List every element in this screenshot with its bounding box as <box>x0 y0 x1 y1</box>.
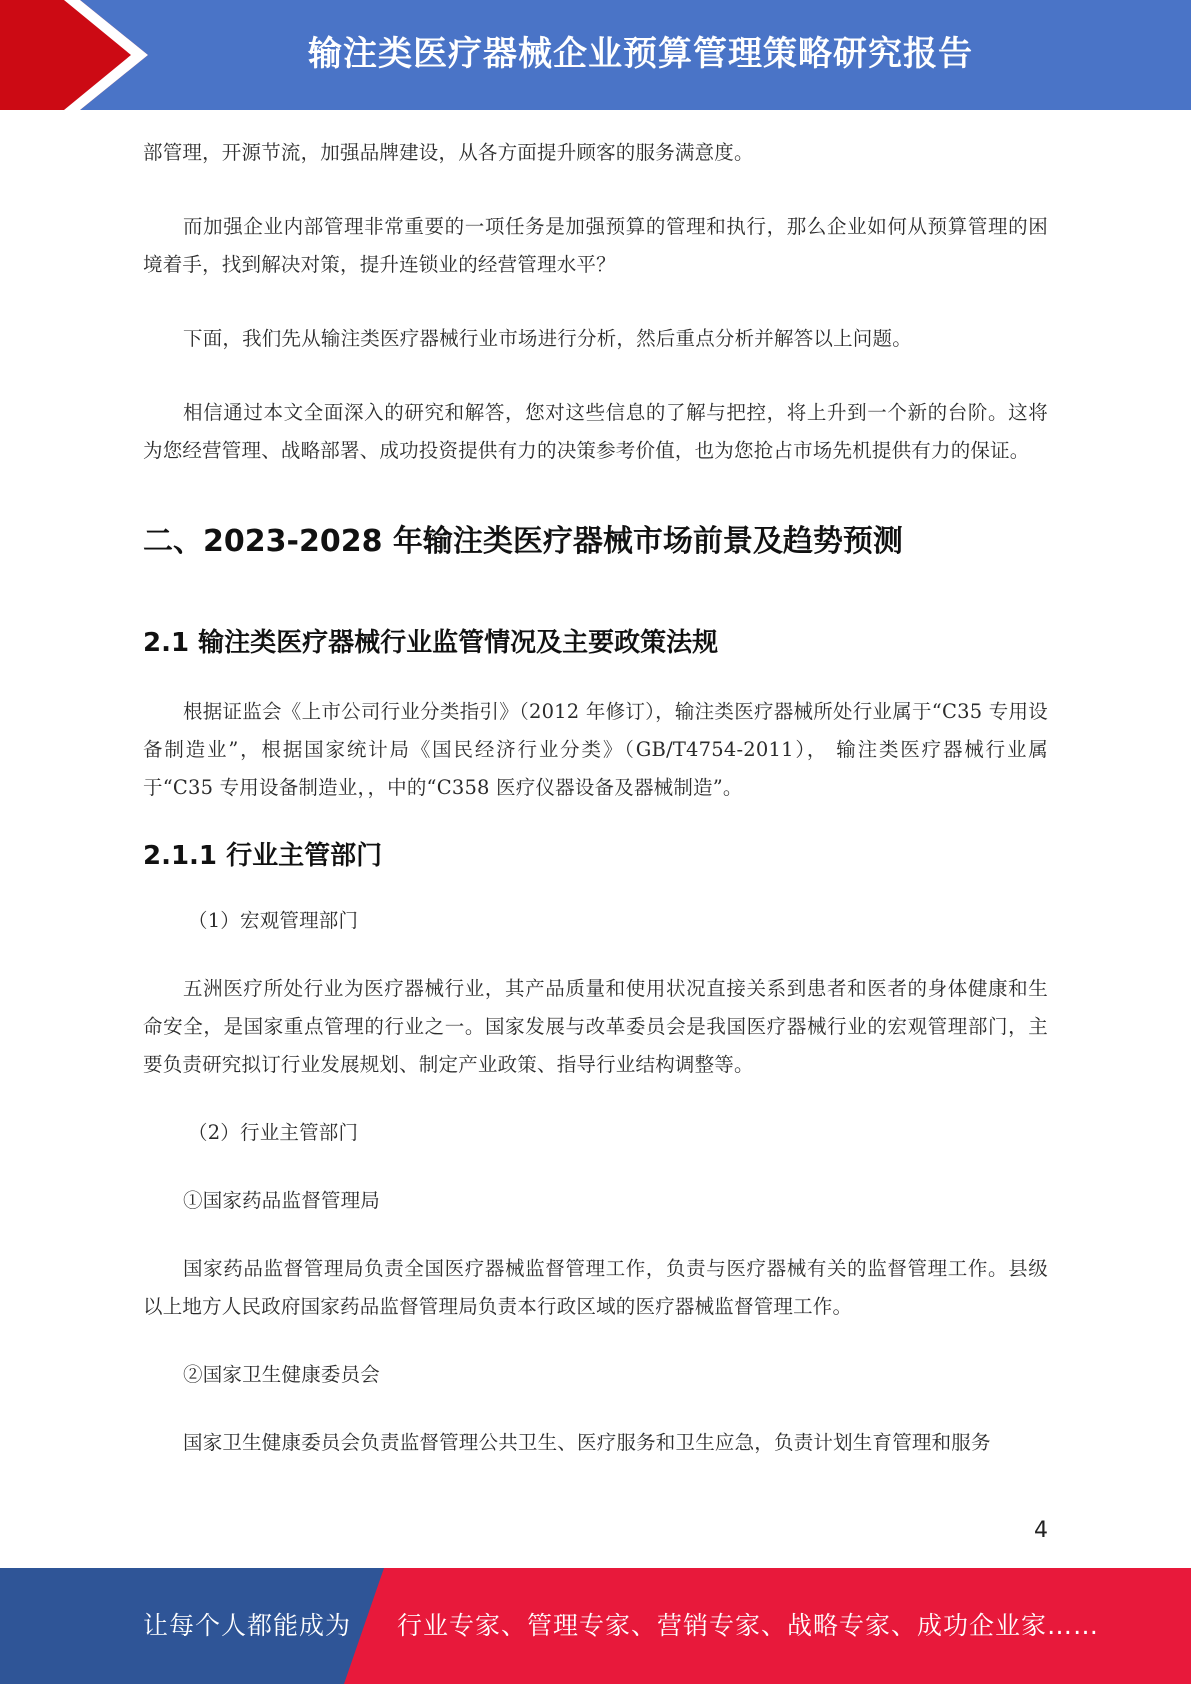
page-number: 4 <box>1034 1518 1048 1543</box>
footer-slogan-right: 行业专家、管理专家、营销专家、战略专家、成功企业家…… <box>397 1611 1100 1640</box>
intro-paragraph-4: 相信通过本文全面深入的研究和解答，您对这些信息的了解与把控，将上升到一个新的台阶。这将为您经营管理、战略部署、成功投资提供有力的决策参考价值，也为您抢占市场先机提供有力的保证。 <box>143 401 1048 462</box>
subsection-paragraph: 根据证监会《上市公司行业分类指引》（2012 年修订），输注类医疗器械所处行业属于“C35 专用设备制造业”，根据国家统计局《国民经济行业分类》（GB/T4754-2011）， 输注类医疗器械行业属于“C35 专用设备制造业，，中的“C358 医疗仪器设备及器械制造”。 <box>143 700 1048 799</box>
page-footer <box>0 1568 1191 1684</box>
item2-label: （2）行业主管部门 <box>188 1121 359 1144</box>
page-header <box>0 0 1191 110</box>
subsection-heading: 2.1 输注类医疗器械行业监管情况及主要政策法规 <box>143 628 719 658</box>
document-body <box>143 130 1048 1462</box>
intro-paragraph-2: 而加强企业内部管理非常重要的一项任务是加强预算的管理和执行，那么企业如何从预算管理的困境着手，找到解决对策，提升连锁业的经营管理水平？ <box>143 215 1048 276</box>
intro-paragraph-3: 下面，我们先从输注类医疗器械行业市场进行分析，然后重点分析并解答以上问题。 <box>183 327 912 350</box>
section-heading: 二、2023-2028 年输注类医疗器械市场前景及趋势预测 <box>143 524 903 559</box>
item2b-paragraph: 国家卫生健康委员会负责监督管理公共卫生、医疗服务和卫生应急，负责计划生育管理和服务 <box>183 1431 991 1454</box>
footer-slogan-left: 让每个人都能成为 <box>143 1611 352 1640</box>
intro-paragraph-1: 部管理，开源节流，加强品牌建设，从各方面提升顾客的服务满意度。 <box>143 141 754 164</box>
item1-label: （1）宏观管理部门 <box>188 909 359 932</box>
item2b-label: ②国家卫生健康委员会 <box>183 1363 381 1386</box>
report-title: 输注类医疗器械企业预算管理策略研究报告 <box>308 34 973 74</box>
item1-paragraph: 五洲医疗所处行业为医疗器械行业，其产品质量和使用状况直接关系到患者和医者的身体健康和生命安全，是国家重点管理的行业之一。国家发展与改革委员会是我国医疗器械行业的宏观管理部门，主要负责研究拟订行业发展规划、制定产业政策、指导行业结构调整等。 <box>143 977 1048 1076</box>
item2a-paragraph: 国家药品监督管理局负责全国医疗器械监督管理工作，负责与医疗器械有关的监督管理工作。县级以上地方人民政府国家药品监督管理局负责本行政区域的医疗器械监督管理工作。 <box>143 1257 1048 1318</box>
subsubsection-heading: 2.1.1 行业主管部门 <box>143 841 383 871</box>
item2a-label: ①国家药品监督管理局 <box>183 1189 381 1212</box>
header-chevron-decoration <box>0 0 170 110</box>
